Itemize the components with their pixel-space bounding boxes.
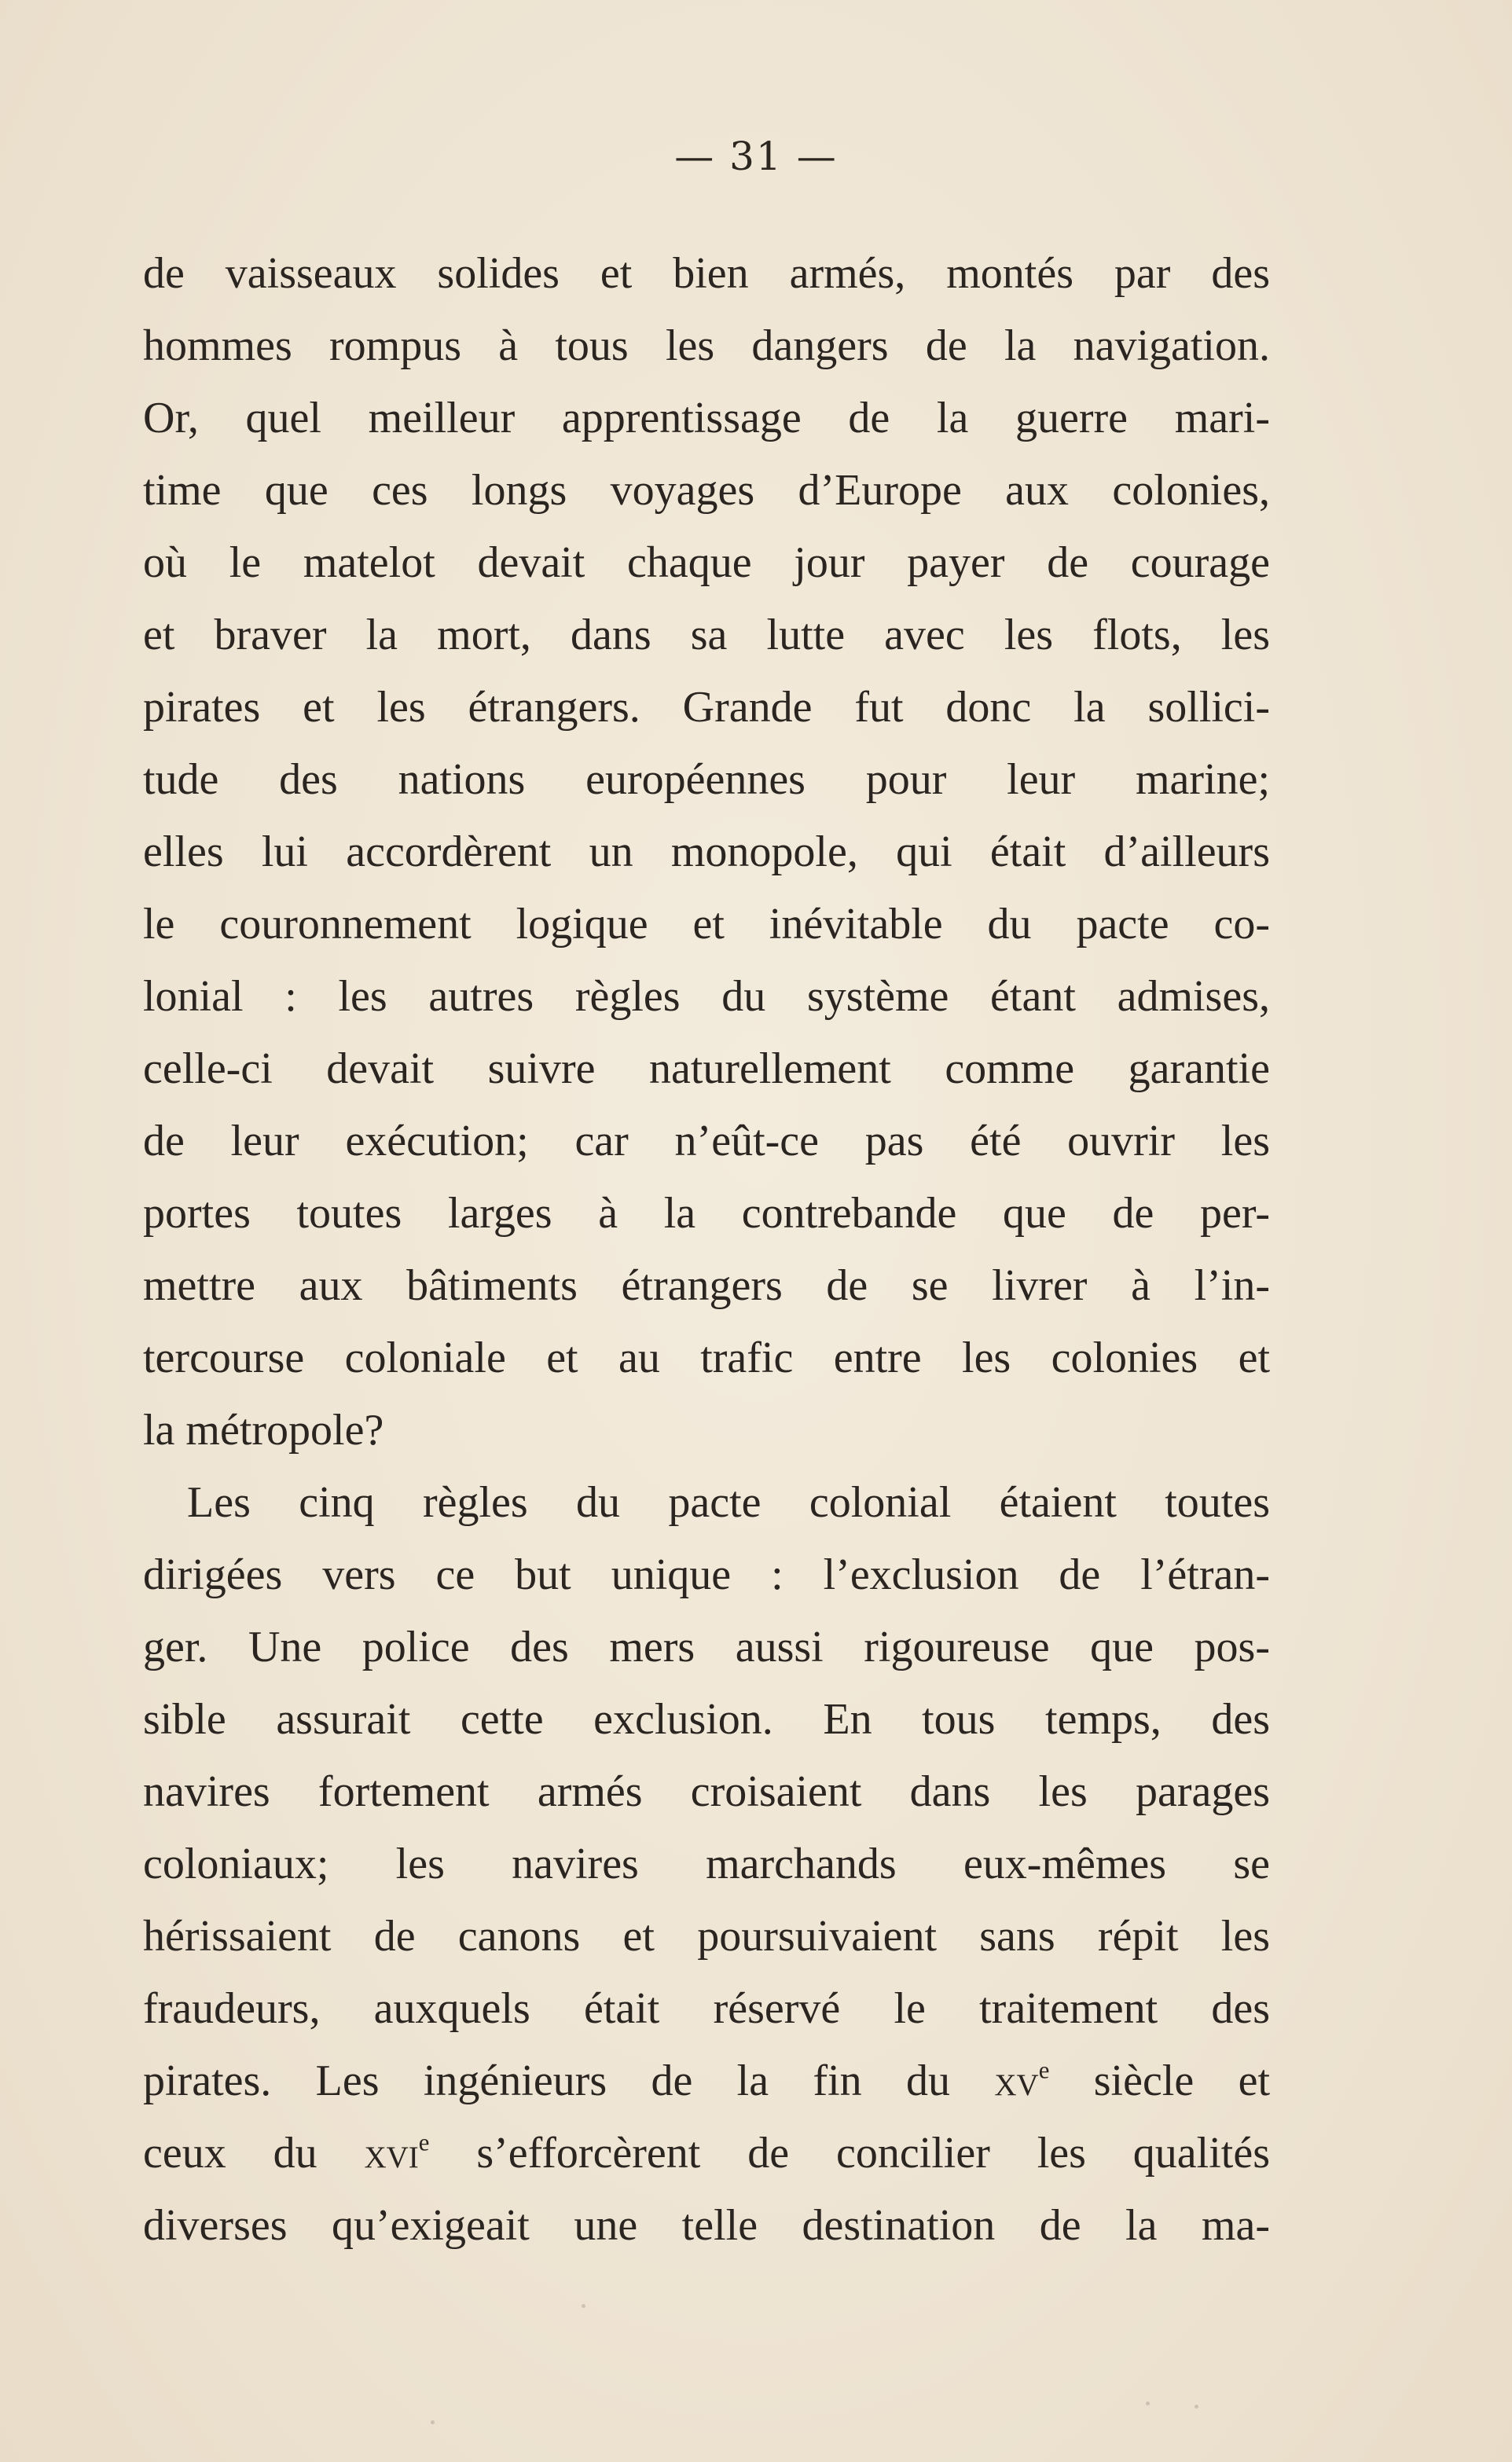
paragraph-end-line: la métropole? <box>143 1406 384 1455</box>
text-line: lonial : les autres règles du système étant admises, <box>143 972 1270 1021</box>
line-text: siècle et <box>1049 2057 1270 2105</box>
text-line: de leur exécution; car n’eût-ce pas été ouvrir les <box>143 1117 1270 1165</box>
text-line: navires fortement armés croisaient dans les parages <box>143 1767 1270 1816</box>
text-line: Or, quel meilleur apprentissage de la guerre mari- <box>143 394 1270 442</box>
paper-speck <box>431 2420 435 2424</box>
paper-speck <box>582 2304 585 2308</box>
text-line: tercourse coloniale et au trafic entre les colonies et <box>143 1334 1270 1382</box>
text-line: portes toutes larges à la contrebande que de per- <box>143 1189 1270 1238</box>
text-line: le couronnement logique et inévitable du pacte co- <box>143 900 1270 948</box>
text-line: hérissaient de canons et poursuivaient sans répit les <box>143 1912 1270 1961</box>
text-line: celle-ci devait suivre naturellement comme garantie <box>143 1044 1270 1093</box>
line-text: ceux du <box>143 2129 365 2178</box>
text-line: et braver la mort, dans sa lutte avec les flots, les <box>143 611 1270 659</box>
text-line: de vaisseaux solides et bien armés, montés par des <box>143 249 1270 298</box>
line-text: pirates. Les ingénieurs de la fin du <box>143 2057 995 2105</box>
ordinal-superscript: e <box>418 2129 430 2156</box>
text-line-century-xv <box>143 2045 1270 2117</box>
roman-century: xvi <box>364 2129 419 2178</box>
page-number: — 31 — <box>674 134 838 179</box>
text-line-century-xvi <box>143 2117 1270 2189</box>
text-line: où le matelot devait chaque jour payer de courage <box>143 538 1270 587</box>
paper-speck <box>1146 2401 1150 2405</box>
text-line: hommes rompus à tous les dangers de la navigation. <box>143 321 1270 370</box>
text-line: elles lui accordèrent un monopole, qui était d’ailleurs <box>143 827 1270 876</box>
text-line: mettre aux bâtiments étrangers de se livrer à l’in- <box>143 1261 1270 1310</box>
text-line: ger. Une police des mers aussi rigoureuse que pos- <box>143 1623 1270 1671</box>
line-text: s’efforcèrent de concilier les qualités <box>429 2129 1270 2178</box>
roman-century: xv <box>994 2057 1039 2105</box>
text-line: diverses qu’exigeait une telle destination de la ma- <box>143 2201 1270 2250</box>
text-line: dirigées vers ce but unique : l’exclusion de l’étran- <box>143 1550 1270 1599</box>
text-line: coloniaux; les navires marchands eux-mêmes se <box>143 1840 1270 1888</box>
ordinal-superscript: e <box>1038 2057 1050 2084</box>
paragraph-start-line: Les cinq règles du pacte colonial étaient toutes <box>187 1478 1270 1527</box>
text-line: fraudeurs, auxquels était réservé le traitement des <box>143 1984 1270 2033</box>
text-line: sible assurait cette exclusion. En tous temps, des <box>143 1695 1270 1744</box>
text-line: tude des nations européennes pour leur marine; <box>143 755 1270 804</box>
text-line: pirates et les étrangers. Grande fut donc la sollici- <box>143 683 1270 732</box>
text-line: time que ces longs voyages d’Europe aux colonies, <box>143 466 1270 515</box>
paper-speck <box>1195 2405 1198 2409</box>
body-text <box>143 237 1270 2262</box>
